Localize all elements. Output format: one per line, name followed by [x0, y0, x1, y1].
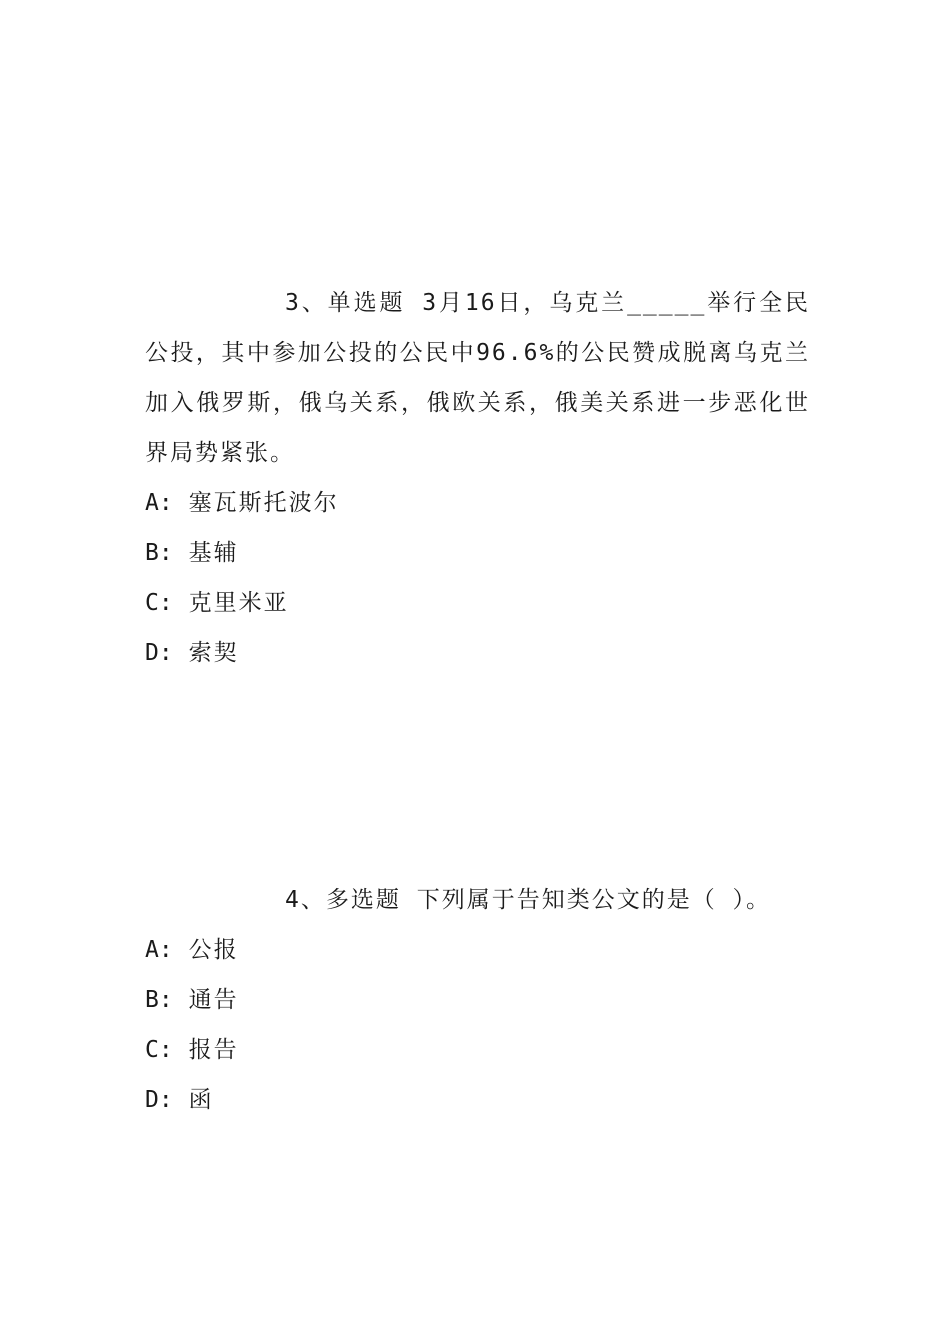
option-text: 克里米亚	[188, 590, 289, 616]
option-key: B:	[145, 540, 173, 566]
option-text: 塞瓦斯托波尔	[188, 490, 339, 516]
option-key: B:	[145, 987, 173, 1013]
option-key: C:	[145, 1037, 173, 1063]
option-text: 通告	[188, 987, 239, 1013]
option-key: C:	[145, 590, 173, 616]
option-d[interactable]	[145, 1075, 810, 1125]
option-b[interactable]	[145, 975, 810, 1025]
option-b[interactable]	[145, 528, 810, 578]
question-4	[145, 875, 810, 1125]
option-key: A:	[145, 490, 173, 516]
question-3	[145, 278, 810, 678]
option-text: 索契	[188, 640, 239, 666]
option-key: D:	[145, 1087, 173, 1113]
option-d[interactable]	[145, 628, 810, 678]
option-key: D:	[145, 640, 173, 666]
option-text: 函	[188, 1087, 214, 1113]
option-c[interactable]	[145, 578, 810, 628]
option-a[interactable]	[145, 925, 810, 975]
option-text: 基辅	[188, 540, 239, 566]
option-text: 公报	[188, 937, 239, 963]
question-stem: 3、单选题 3月16日，乌克兰_____举行全民公投，其中参加公投的公民中96.6%的公民赞成脱离乌克兰加入俄罗斯，俄乌关系，俄欧关系，俄美关系进一步恶化世界局势紧张。	[145, 290, 810, 466]
option-text: 报告	[188, 1037, 239, 1063]
question-stem: 4、多选题 下列属于告知类公文的是（ ）。	[285, 887, 772, 913]
option-a[interactable]	[145, 478, 810, 528]
option-key: A:	[145, 937, 173, 963]
option-c[interactable]	[145, 1025, 810, 1075]
